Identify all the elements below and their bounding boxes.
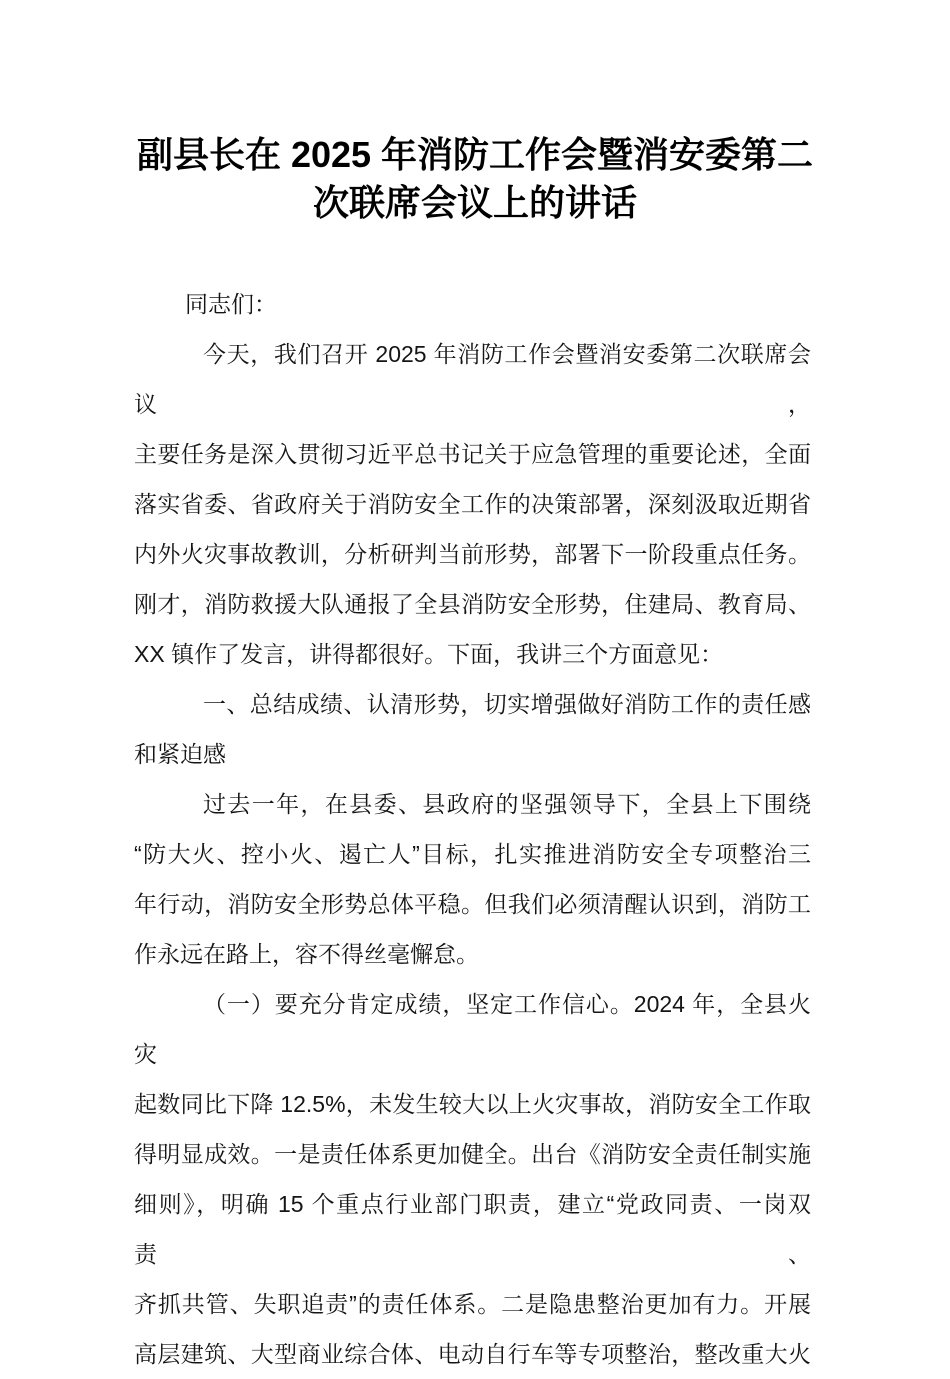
paragraph	[134, 779, 811, 979]
paragraph	[134, 279, 811, 329]
text-line: 主要任务是深入贯彻习近平总书记关于应急管理的重要论述，全面	[134, 441, 811, 467]
text-line: 起数同比下降 12.5%，未发生较大以上火灾事故，消防安全工作取	[134, 1091, 811, 1117]
text-line: 一、总结成绩、认清形势，切实增强做好消防工作的责任感	[203, 691, 811, 717]
text-line: 高层建筑、大型商业综合体、电动自行车等专项整治，整改重大火	[134, 1341, 811, 1367]
text-line: （一）要充分肯定成绩，坚定工作信心。2024 年，全县火灾	[134, 991, 811, 1067]
text-line: 过去一年，在县委、县政府的坚强领导下，全县上下围绕	[203, 791, 811, 817]
paragraph	[134, 979, 811, 1379]
text-line: 年行动，消防安全形势总体平稳。但我们必须清醒认识到，消防工	[134, 891, 811, 917]
text-line: “防大火、控小火、遏亡人”目标，扎实推进消防安全专项整治三	[134, 841, 811, 867]
text-line: 齐抓共管、失职追责”的责任体系。二是隐患整治更加有力。开展	[134, 1291, 811, 1317]
paragraph	[134, 679, 811, 779]
text-line: 刚才，消防救援大队通报了全县消防安全形势，住建局、教育局、	[134, 591, 811, 617]
text-line: 落实省委、省政府关于消防安全工作的决策部署，深刻汲取近期省	[134, 491, 811, 517]
text-line: 内外火灾事故教训，分析研判当前形势，部署下一阶段重点任务。	[134, 541, 811, 567]
text-line: 得明显成效。一是责任体系更加健全。出台《消防安全责任制实施	[134, 1141, 811, 1167]
text-line: 和紧迫感	[134, 741, 226, 767]
document-body	[134, 279, 811, 1379]
text-line: 细则》，明确 15 个重点行业部门职责，建立“党政同责、一岗双责、	[134, 1191, 811, 1267]
text-line: 今天，我们召开 2025 年消防工作会暨消安委第二次联席会议，	[134, 341, 811, 417]
paragraph	[134, 329, 811, 679]
text-line: 作永远在路上，容不得丝毫懈怠。	[134, 941, 479, 967]
document-title: 副县长在 2025 年消防工作会暨消安委第二次联席会议上的讲话	[136, 134, 814, 223]
text-line: 同志们：	[185, 291, 277, 317]
text-line: XX 镇作了发言，讲得都很好。下面，我讲三个方面意见：	[134, 641, 724, 667]
